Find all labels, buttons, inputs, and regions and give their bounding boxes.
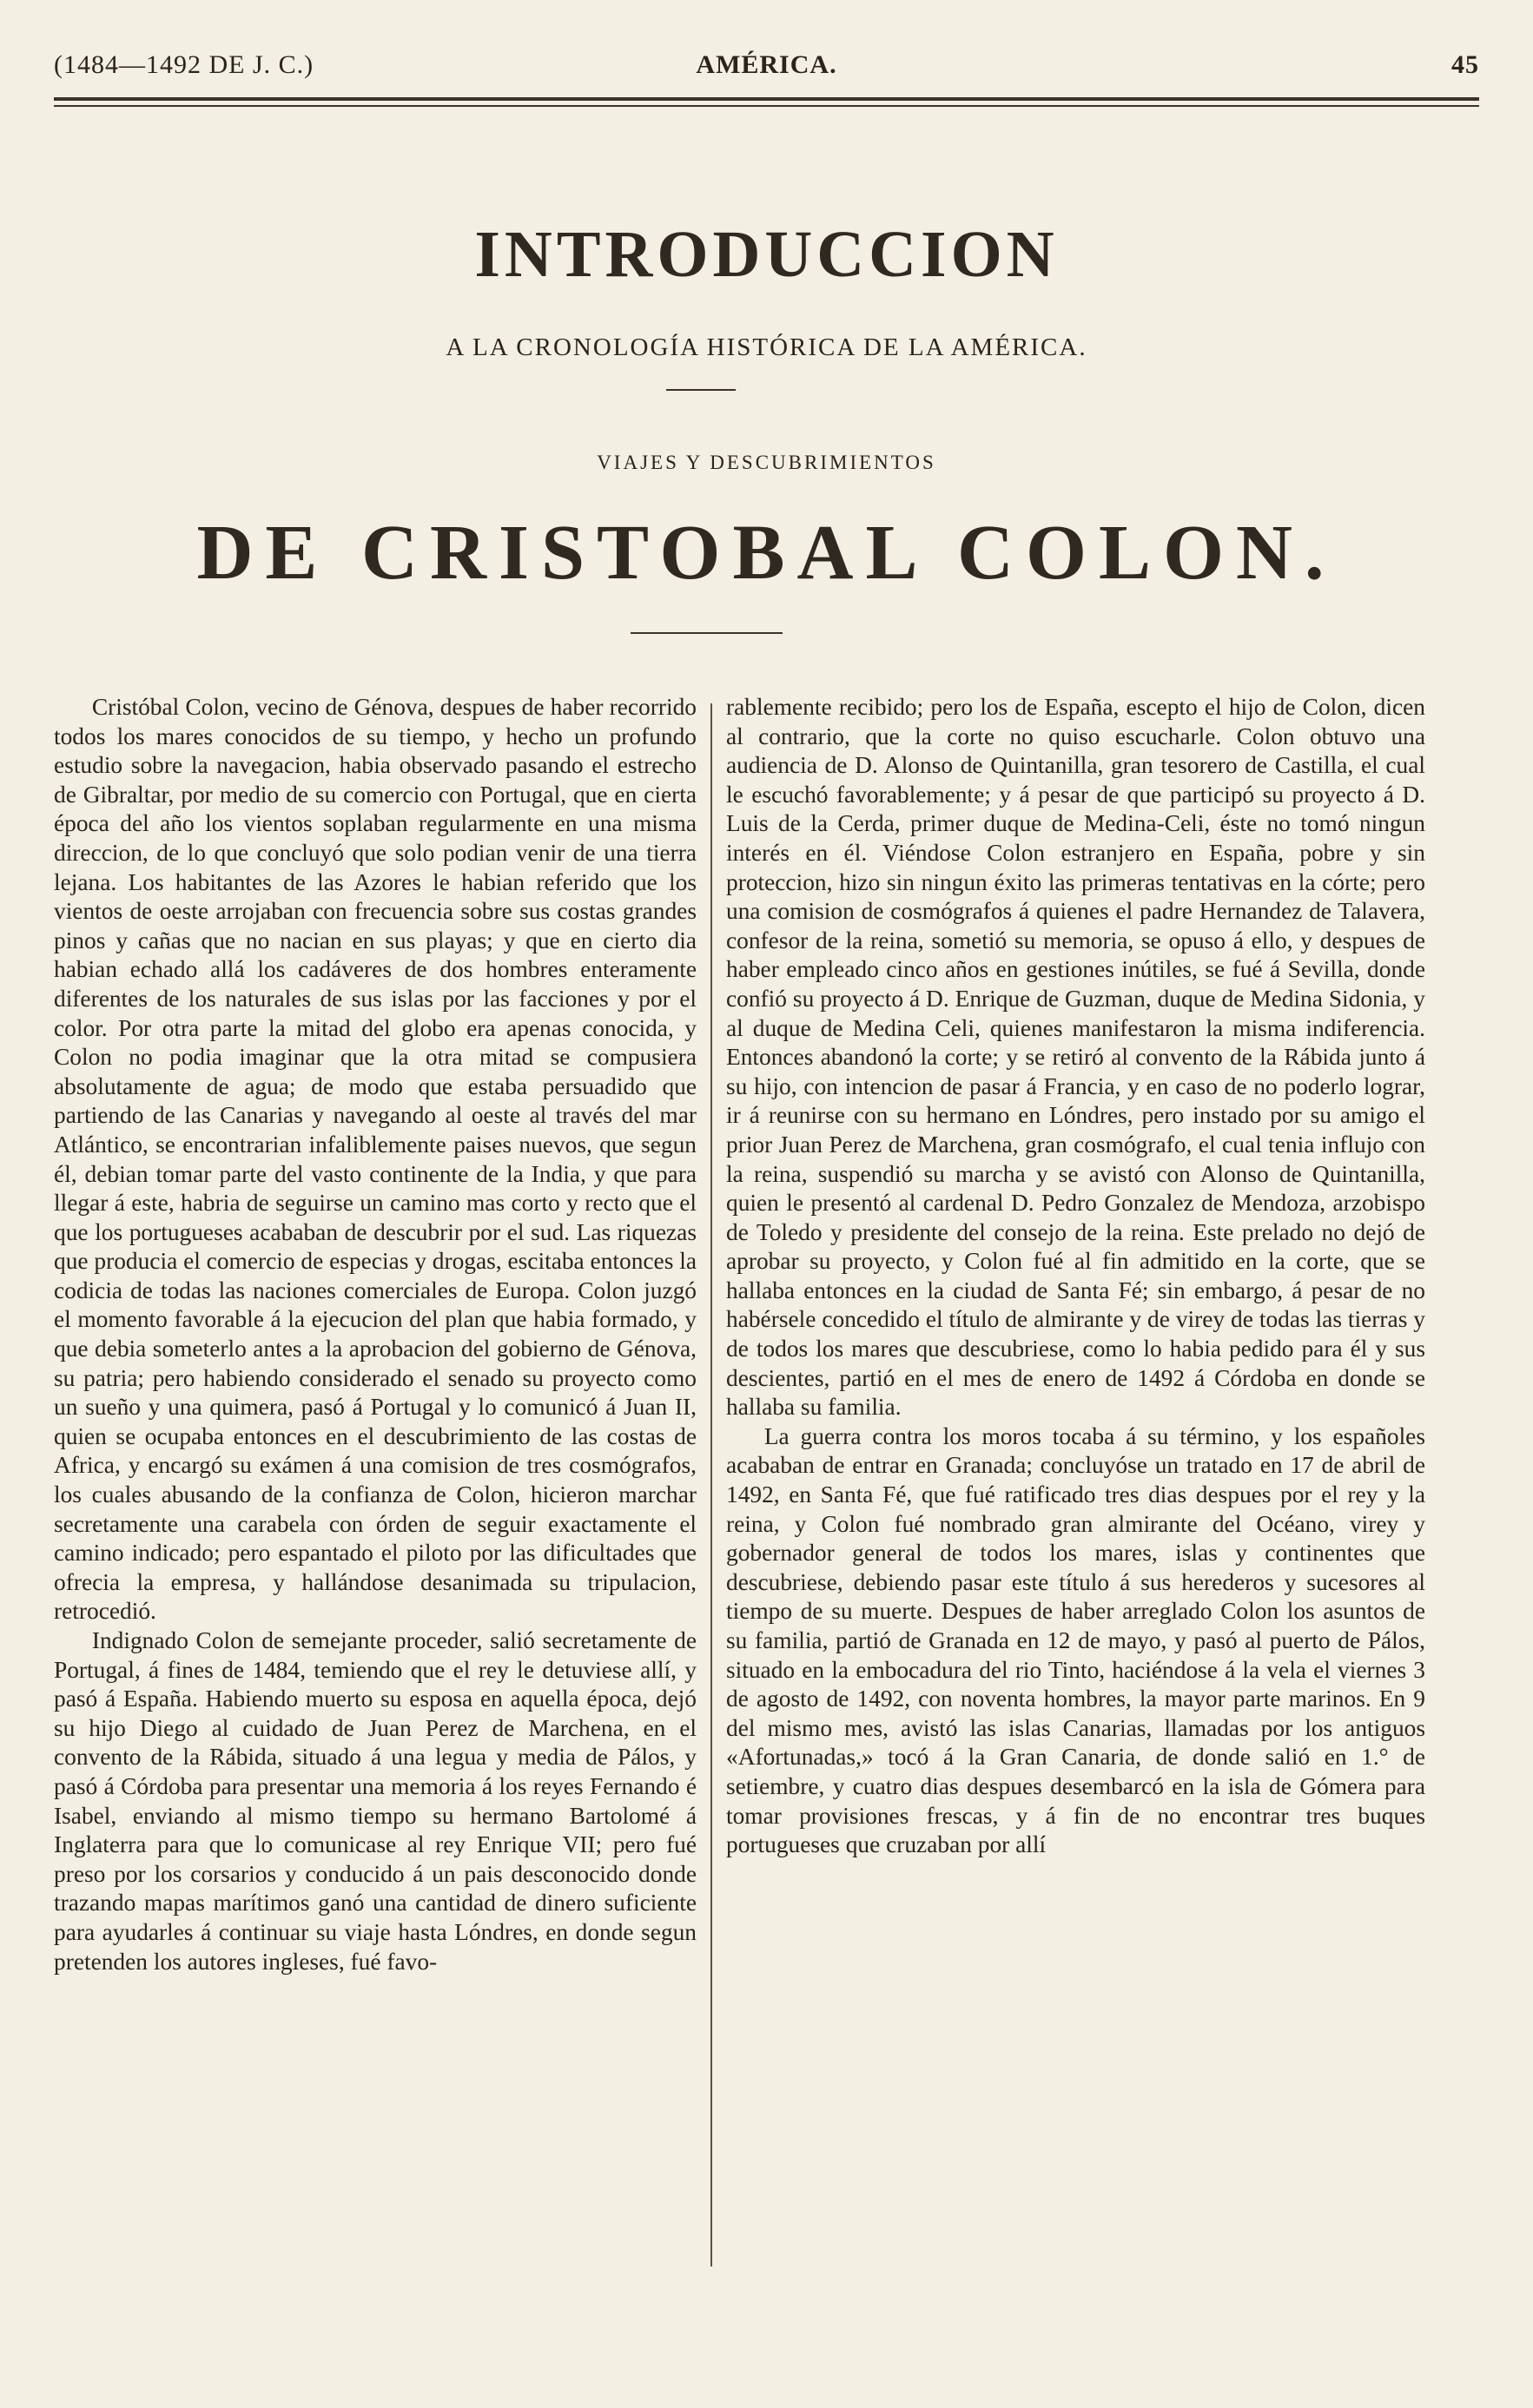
text-column-left bbox=[54, 693, 697, 2343]
section-divider bbox=[631, 632, 783, 634]
paragraph: La guerra contra los moros tocaba á su término, y los españoles acababan de entrar en Granada; concluyóse un tratado en 17 de abril de 1492, en Santa Fé, que fué ratificado tres dias despues por el rey y la reina, y Colon fué nombrado gran almirante del Océano, virey y gobernador general de todos los mares, islas y continentes que descubriese, debiendo pasar este título á sus herederos y sucesores al tiempo de su muerte. Despues de haber arreglado Colon los asuntos de su familia, partió de Granada en 12 de mayo, y pasó al puerto de Pálos, situado en la embocadura del rio Tinto, haciéndose á la vela el viernes 3 de agosto de 1492, con noventa hombres, la mayor parte marinos. En 9 del mismo mes, avistó las islas Canarias, llamadas por los antiguos «Afortunadas,» tocó á la Gran Canaria, de donde salió en 1.° de setiembre, y cuatro dias despues desembarcó en la isla de Gómera para tomar provisiones frescas, y á fin de no encontrar tres buques portugueses que cruzaban por allí bbox=[726, 1422, 1425, 1858]
header-rule-thin bbox=[54, 105, 1479, 107]
paragraph: Indignado Colon de semejante proceder, salió secretamente de Portugal, á fines de 1484, temiendo que el rey le detuviese allí, y pasó á España. Habiendo muerto su esposa en aquella época, dejó su hijo Diego al cuidado de Juan Perez de Marchena, en el convento de la Rábida, situado á una legua y media de Pálos, y pasó á Córdoba para presentar una memoria á los reyes Fernando é Isabel, enviando al mismo tiempo su hermano Bartolomé á Inglaterra para que lo comunicase al rey Enrique VII; pero fué preso por los corsarios y conducido á un pais desconocido donde trazando mapas marítimos ganó una cantidad de dinero suficiente para ayudarles á continuar su viaje hasta Lóndres, en donde segun pretenden los autores ingleses, fué favo- bbox=[54, 1627, 697, 1975]
header-dates: (1484—1492 DE J. C.) bbox=[54, 50, 314, 79]
paragraph: rablemente recibido; pero los de España, escepto el hijo de Colon, dicen al contrario, que la corte no quiso escucharle. Colon obtuvo una audiencia de D. Alonso de Quintanilla, gran tesorero de Castilla, el cual le escuchó favorablemente; y á pesar de que participó su proyecto á D. Luis de la Cerda, primer duque de Medina-Celi, éste no tomó ningun interés en él. Viéndose Colon estranjero en España, pobre y sin proteccion, hizo sin ningun éxito las primeras tentativas en la córte; pero una comision de cosmógrafos á quienes el padre Hernandez de Talavera, confesor de la reina, sometió su memoria, se opuso á ello, y despues de haber empleado cinco años en gestiones inútiles, se fué á Sevilla, donde confió su proyecto á D. Enrique de Guzman, duque de Medina Sidonia, y al duque de Medina Celi, quienes manifestaron la misma indiferencia. Entonces abandonó la corte; y se retiró al convento de la Rábida junto á su hijo, con intencion de pasar á Francia, y en caso de no poderlo lograr, ir á reunirse con su hermano en Lóndres, pero instado por su amigo el prior Juan Perez de Marchena, gran cosmógrafo, el cual tenia influjo con la reina, suspendió su marcha y se avistó con Alonso de Quintanilla, quien le presentó al cardenal D. Pedro Gonzalez de Mendoza, arzobispo de Toledo y presidente del consejo de la reina. Este prelado no dejó de aprobar su proyecto, y Colon fué al fin admitido en la corte, que se hallaba entonces en la ciudad de Santa Fé; sin embargo, á pesar de no habérsele concedido el título de almirante y de virey de todas las tierras y de todos los mares que descubriese, como lo habia pedido para él y sus descientes, partió en el mes de enero de 1492 á Córdoba en donde se hallaba su familia. bbox=[726, 694, 1425, 1421]
column-rule bbox=[710, 703, 712, 2266]
running-header bbox=[54, 50, 1479, 85]
header-rule-thick bbox=[54, 97, 1479, 101]
text-column-right bbox=[726, 693, 1425, 2343]
chapter-title: INTRODUCCION bbox=[474, 218, 1059, 291]
section-kicker: VIAJES Y DESCUBRIMIENTOS bbox=[597, 452, 936, 473]
title-divider bbox=[666, 389, 736, 391]
header-section-title: AMÉRICA. bbox=[696, 50, 837, 79]
page-number: 45 bbox=[1451, 50, 1479, 79]
paragraph: Cristóbal Colon, vecino de Génova, despues de haber recorrido todos los mares conocidos de su tiempo, y hecho un profundo estudio sobre la navegacion, habia observado pasando el estrecho de Gibraltar, por medio de su comercio con Portugal, que en cierta época del año los vientos soplaban regularmente en una misma direccion, de lo que concluyó que solo podian venir de una tierra lejana. Los habitantes de las Azores le habian referido que los vientos de oeste arrojaban con frecuencia sobre sus costas grandes pinos y cañas que no nacian en sus playas; y que en cierto dia habian echado allá los cadáveres de dos hombres enteramente diferentes de los naturales de sus islas por las facciones y por el color. Por otra parte la mitad del globo era apenas conocida, y Colon no podia imaginar que la otra mitad se compusiera absolutamente de agua; de modo que estaba persuadido que partiendo de las Canarias y navegando al oeste al través del mar Atlántico, se encontrarian infaliblemente paises nuevos, que segun él, debian tomar parte del vasto continente de la India, y que para llegar á este, habria de seguirse un camino mas corto y recto que el que los portugueses acababan de descubrir por el sud. Las riquezas que producia el comercio de especias y drogas, escitaba entonces la codicia de todas las naciones comerciales de Europa. Colon juzgó el momento favorable á la ejecucion del plan que habia formado, y que debia someterlo antes a la aprobacion del gobierno de Génova, su patria; pero habiendo considerado el senado su proyecto como un sueño y una quimera, pasó á Portugal y lo comunicó á Juan II, quien se ocupaba entonces en el descubrimiento de las costas de Africa, y encargó su exámen á una comision de tres cosmógrafos, los cuales abusando de la confianza de Colon, hicieron marchar secretamente una carabela con órden de seguir exactamente el camino indicado; pero espantado el piloto por las dificultades que ofrecia la empresa, y hallándose desanimada su tripulacion, retrocedió. bbox=[54, 694, 697, 1625]
section-title: DE CRISTOBAL COLON. bbox=[196, 510, 1337, 596]
chapter-subtitle: A LA CRONOLOGÍA HISTÓRICA DE LA AMÉRICA. bbox=[446, 333, 1087, 361]
